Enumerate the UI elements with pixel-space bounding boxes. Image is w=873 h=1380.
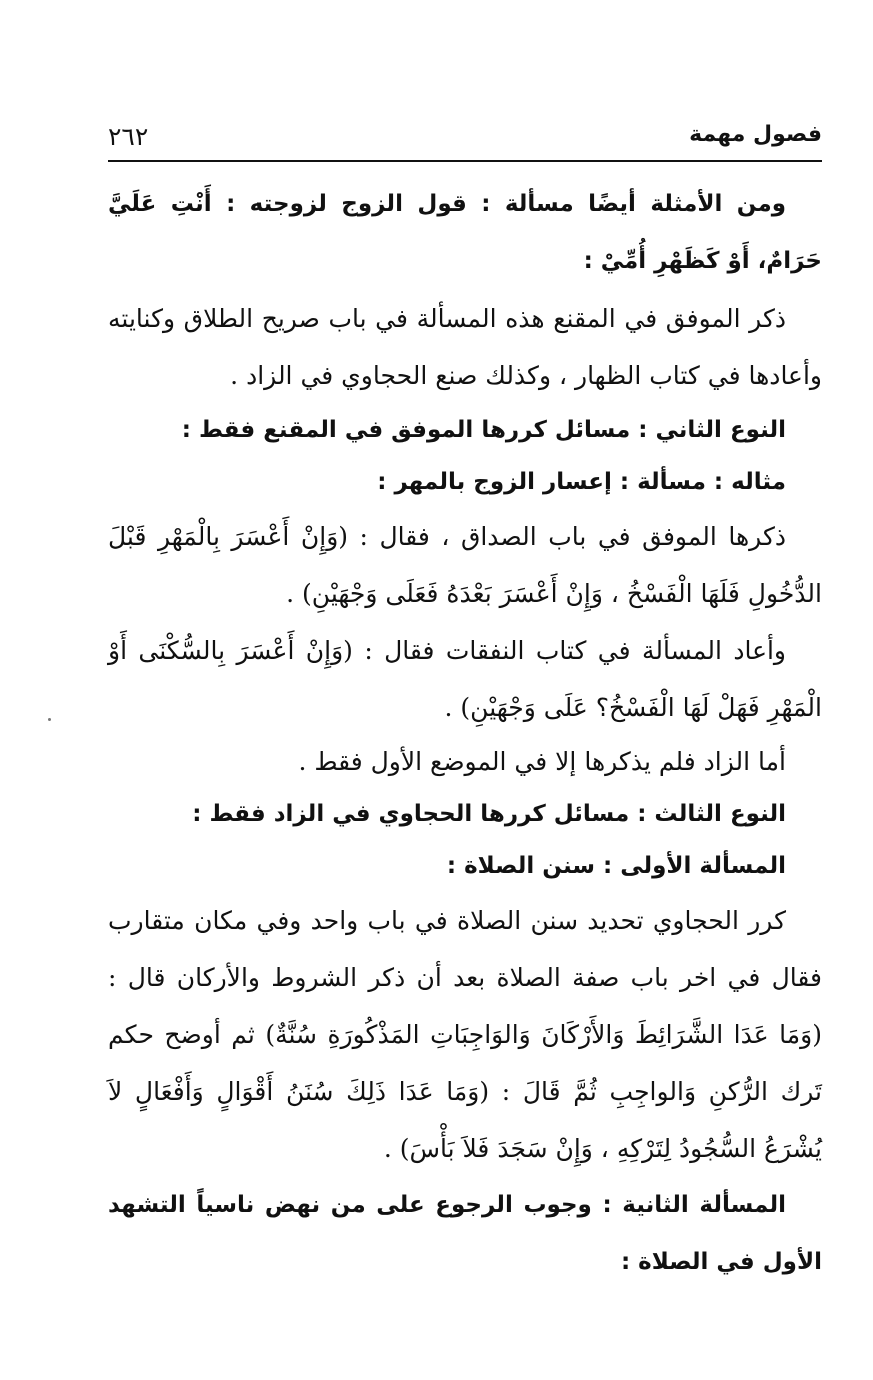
body-text <box>108 176 822 1291</box>
heading-type-three: النوع الثالث : مسائل كررها الحجاوي في الزاد فقط : <box>192 801 786 827</box>
margin-speck <box>48 718 51 721</box>
heading-type-two: النوع الثاني : مسائل كررها الموفق في المقنع فقط : <box>181 417 786 443</box>
heading-example-mahr: مثاله : مسألة : إعسار الزوج بالمهر : <box>377 469 786 495</box>
page-number: ٢٦٢ <box>108 122 149 151</box>
paragraph-muqni-zihar: ذكر الموفق في المقنع هذه المسألة في باب صريح الطلاق وكنايته وأعادها في كتاب الظهار ، وكذلك صنع الحجاوي في الزاد . <box>108 304 822 390</box>
heading-first-issue: المسألة الأولى : سنن الصلاة : <box>446 853 786 879</box>
header-rule <box>108 160 822 162</box>
heading-second-issue: المسألة الثانية : وجوب الرجوع على من نهض ناسياً التشهد الأول في الصلاة : <box>108 1192 822 1275</box>
paragraph-zad-first-place: أما الزاد فلم يذكرها إلا في الموضع الأول فقط . <box>298 747 786 776</box>
paragraph-sunan-salah: كرر الحجاوي تحديد سنن الصلاة في باب واحد وفي مكان متقارب فقال في اخر باب صفة الصلاة بعد أن ذكر الشروط والأركان قال : (وَمَا عَدَا الشَّرَائِطَ وَالأَرْكَانَ وَالوَاجِبَاتِ المَذْكُورَةِ سُنَّةٌ) ثم أوضح حكم تَرك الرُّكنِ وَالواجِبِ ثُمَّ قَالَ : (وَمَا عَدَا ذَلِكَ سُنَنُ أَقْوَالٍ وَأَفْعَالٍ لاَ يُشْرَعُ السُّجُودُ لِتَرْكِهِ ، وَإِنْ سَجَدَ فَلاَ بَأْسَ) . <box>108 906 822 1163</box>
paragraph-example-heading: ومن الأمثلة أيضًا مسألة : قول الزوج لزوجته : أَنْتِ عَلَيَّ حَرَامٌ، أَوْ كَظَهْرِ أُمِّيْ : <box>108 191 822 274</box>
paragraph-sadaq: ذكرها الموفق في باب الصداق ، فقال : (وَإِنْ أَعْسَرَ بِالْمَهْرِ قَبْلَ الدُّخُولِ فَلَهَا الْفَسْخُ ، وَإِنْ أَعْسَرَ بَعْدَهُ فَعَلَى وَجْهَيْنِ) . <box>108 522 822 608</box>
running-head <box>108 122 822 158</box>
paragraph-nafaqat: وأعاد المسألة في كتاب النفقات فقال : (وَإِنْ أَعْسَرَ بِالسُّكْنَى أَوْ الْمَهْرِ فَهَلْ لَهَا الْفَسْخُ؟ عَلَى وَجْهَيْنِ) . <box>108 636 822 722</box>
running-title: فصول مهمة <box>689 122 822 147</box>
